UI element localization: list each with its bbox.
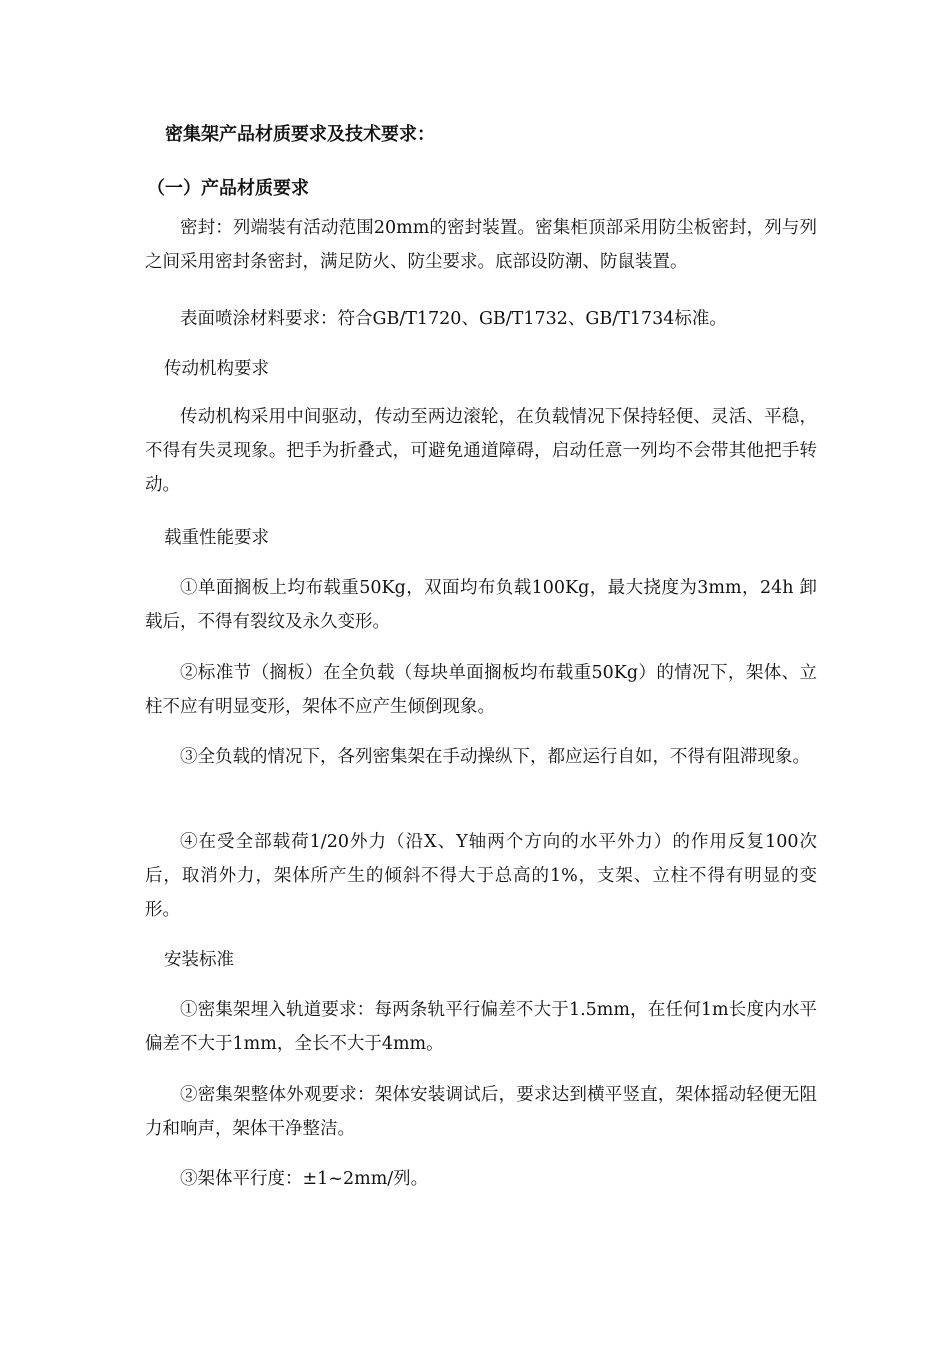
subheading-install: 安装标准 <box>164 950 234 970</box>
paragraph-load-4: ④在受全部载荷1/20外力（沿X、Y轴两个方向的水平外力）的作用反复100次后，取消外力，架体所产生的倾斜不得大于总高的1%，支架、立柱不得有明显的变形。 <box>145 832 817 920</box>
document-title: 密集架产品材质要求及技术要求： <box>165 124 435 145</box>
paragraph-install-3: ③架体平行度：±1~2mm/列。 <box>180 1169 429 1189</box>
subheading-load: 载重性能要求 <box>164 528 269 548</box>
paragraph-load-3: ③全负载的情况下，各列密集架在手动操纵下，都应运行自如，不得有阻滞现象。 <box>180 747 810 767</box>
paragraph-transmission: 传动机构采用中间驱动，传动至两边滚轮，在负载情况下保持轻便、灵活、平稳，不得有失灵现象。把手为折叠式，可避免通道障碍，启动任意一列均不会带其他把手转动。 <box>145 407 817 495</box>
paragraph-coating: 表面喷涂材料要求：符合GB/T1720、GB/T1732、GB/T1734标准。 <box>180 309 727 329</box>
paragraph-install-1: ①密集架埋入轨道要求：每两条轨平行偏差不大于1.5mm，在任何1m长度内水平偏差不大于1mm，全长不大于4mm。 <box>145 1000 817 1054</box>
paragraph-load-1: ①单面搁板上均布载重50Kg，双面均布负载100Kg，最大挠度为3mm，24h 卸载后，不得有裂纹及永久变形。 <box>145 578 817 632</box>
paragraph-load-2: ②标准节（搁板）在全负载（每块单面搁板均布载重50Kg）的情况下，架体、立柱不应有明显变形，架体不应产生倾倒现象。 <box>145 663 817 717</box>
paragraph-install-2: ②密集架整体外观要求：架体安装调试后，要求达到横平竖直，架体摇动轻便无阻力和响声，架体干净整洁。 <box>145 1085 817 1139</box>
section-title-material: （一）产品材质要求 <box>147 178 309 199</box>
subheading-transmission: 传动机构要求 <box>164 359 269 379</box>
paragraph-sealing: 密封：列端装有活动范围20mm的密封装置。密集柜顶部采用防尘板密封，列与列之间采用密封条密封，满足防火、防尘要求。底部设防潮、防鼠装置。 <box>145 218 817 272</box>
